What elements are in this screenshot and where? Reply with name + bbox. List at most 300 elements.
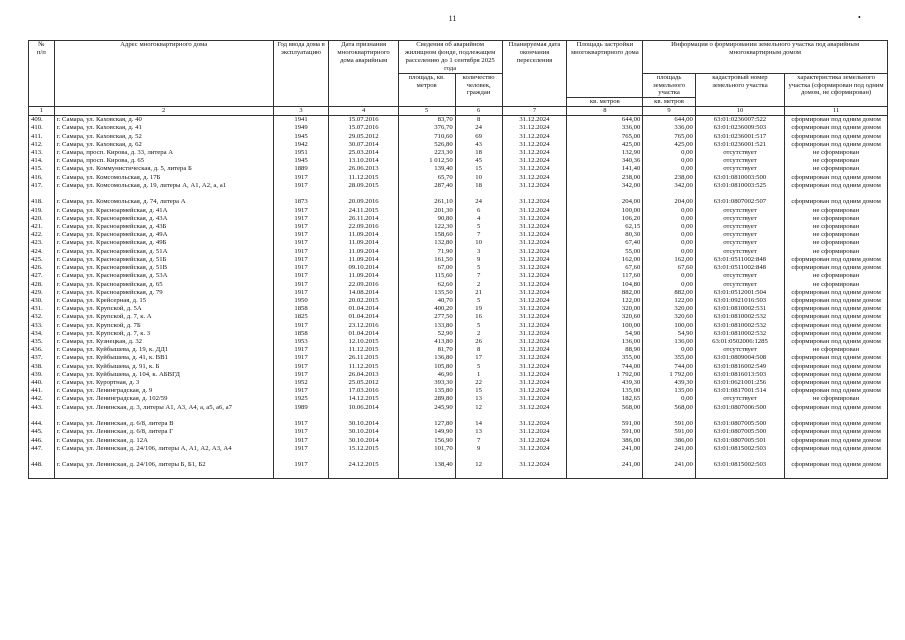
- header-land-info: Информация о формировании земельного участка под аварийным многоквартирным домом: [643, 41, 888, 74]
- row-building-area: 132,90: [567, 149, 643, 157]
- row-land-area: 439,30: [643, 379, 695, 387]
- row-cadastral: 63:01:0621001:256: [695, 379, 784, 387]
- row-people: 69: [455, 133, 502, 141]
- row-people: 5: [455, 363, 502, 371]
- row-people: 13: [455, 395, 502, 403]
- column-number: 9: [643, 107, 695, 116]
- row-characteristic: сформирован под одним домом: [785, 141, 888, 149]
- row-area: 105,80: [398, 363, 455, 371]
- row-year: 1917: [273, 281, 329, 289]
- row-date-recognition: 11.09.2014: [329, 239, 398, 247]
- row-date-recognition: 26.11.2015: [329, 354, 398, 362]
- row-number: 424.: [29, 248, 55, 256]
- row-people: 15: [455, 387, 502, 395]
- row-characteristic: сформирован под одним домом: [785, 322, 888, 330]
- table-row: [29, 215, 888, 223]
- row-land-area: 162,00: [643, 256, 695, 264]
- row-land-area: 336,00: [643, 124, 695, 132]
- row-building-area: 136,00: [567, 338, 643, 346]
- row-building-area: 425,00: [567, 141, 643, 149]
- header-year: Год ввода дома в эксплуатацию: [273, 41, 329, 107]
- row-building-area: 1 792,00: [567, 371, 643, 379]
- row-year: 1917: [273, 264, 329, 272]
- row-address: г. Самара, ул. Крупской, д. 5А: [54, 305, 273, 313]
- header-no: № п/п: [29, 41, 55, 107]
- row-plan-date: 31.12.2024: [502, 281, 567, 289]
- table-row: [29, 395, 888, 403]
- row-cadastral: 63:01:0809004:508: [695, 354, 784, 362]
- row-address: г. Самара, ул. Красноармейская, д. 51В: [54, 264, 273, 272]
- column-number: 3: [273, 107, 329, 116]
- row-cadastral: 63:01:0817001:514: [695, 387, 784, 395]
- row-address: г. Самара, ул. Ленинская, д. 6/8, литера В: [54, 420, 273, 428]
- row-number: 417.: [29, 182, 55, 199]
- row-number: 439.: [29, 371, 55, 379]
- row-area: 245,90: [398, 404, 455, 421]
- row-area: 81,70: [398, 346, 455, 354]
- row-land-area: 1 792,00: [643, 371, 695, 379]
- row-cadastral: 63:01:0807005:500: [695, 428, 784, 436]
- row-people: 43: [455, 141, 502, 149]
- row-building-area: 55,00: [567, 248, 643, 256]
- row-building-area: 336,00: [567, 124, 643, 132]
- row-address: г. Самара, ул. Ленинская, д. 24/106, литеры Б, Б1, Б2: [54, 461, 273, 478]
- row-plan-date: 31.12.2024: [502, 248, 567, 256]
- row-characteristic: не сформирован: [785, 215, 888, 223]
- row-building-area: 54,90: [567, 330, 643, 338]
- row-characteristic: сформирован под одним домом: [785, 445, 888, 462]
- row-date-recognition: 01.04.2014: [329, 330, 398, 338]
- row-plan-date: 31.12.2024: [502, 420, 567, 428]
- row-number: 436.: [29, 346, 55, 354]
- row-address: г. Самара, ул. Красноармейская, д. 43А: [54, 215, 273, 223]
- row-characteristic: сформирован под одним домом: [785, 420, 888, 428]
- row-building-area: 104,80: [567, 281, 643, 289]
- row-building-area: 162,00: [567, 256, 643, 264]
- header-characteristic: характеристика земельного участка (сформирован под одним домом, не сформирован): [785, 73, 888, 107]
- row-plan-date: 31.12.2024: [502, 404, 567, 421]
- row-people: 3: [455, 248, 502, 256]
- table-row: [29, 256, 888, 264]
- row-characteristic: не сформирован: [785, 346, 888, 354]
- row-number: 438.: [29, 363, 55, 371]
- row-people: 5: [455, 223, 502, 231]
- table-row: [29, 141, 888, 149]
- row-year: 1951: [273, 149, 329, 157]
- row-area: 52,90: [398, 330, 455, 338]
- row-plan-date: 31.12.2024: [502, 141, 567, 149]
- row-characteristic: сформирован под одним домом: [785, 338, 888, 346]
- row-year: 1989: [273, 404, 329, 421]
- header-people: количество человек, граждан: [455, 73, 502, 107]
- row-year: 1945: [273, 133, 329, 141]
- row-characteristic: сформирован под одним домом: [785, 387, 888, 395]
- row-number: 440.: [29, 379, 55, 387]
- row-land-area: 644,00: [643, 116, 695, 125]
- row-number: 421.: [29, 223, 55, 231]
- row-area: 136,80: [398, 354, 455, 362]
- row-building-area: 62,15: [567, 223, 643, 231]
- column-number: 10: [695, 107, 784, 116]
- row-people: 2: [455, 281, 502, 289]
- row-plan-date: 31.12.2024: [502, 305, 567, 313]
- table-row: [29, 281, 888, 289]
- row-year: 1917: [273, 174, 329, 182]
- column-number: 2: [54, 107, 273, 116]
- row-date-recognition: 14.08.2014: [329, 289, 398, 297]
- row-year: 1917: [273, 461, 329, 478]
- row-number: 422.: [29, 231, 55, 239]
- row-plan-date: 31.12.2024: [502, 338, 567, 346]
- row-land-area: 320,00: [643, 305, 695, 313]
- row-plan-date: 31.12.2024: [502, 264, 567, 272]
- header-date-recognition: Дата признания многоквартирного дома аварийным: [329, 41, 398, 107]
- row-cadastral: 63:01:0810003:500: [695, 174, 784, 182]
- row-address: г. Самара, ул. Ленинская, д. 3, литеры А1, А3, А4, а, а5, а6, а7: [54, 404, 273, 421]
- header-sq-m: кв. метров: [567, 98, 643, 107]
- row-building-area: 591,00: [567, 428, 643, 436]
- row-people: 4: [455, 215, 502, 223]
- row-plan-date: 31.12.2024: [502, 289, 567, 297]
- row-area: 90,80: [398, 215, 455, 223]
- row-number: 443.: [29, 404, 55, 421]
- row-people: 8: [455, 116, 502, 125]
- column-number: 5: [398, 107, 455, 116]
- row-land-area: 241,00: [643, 445, 695, 462]
- row-plan-date: 31.12.2024: [502, 445, 567, 462]
- row-land-area: 241,00: [643, 461, 695, 478]
- row-characteristic: не сформирован: [785, 272, 888, 280]
- row-year: 1917: [273, 231, 329, 239]
- row-number: 430.: [29, 297, 55, 305]
- row-land-area: 744,00: [643, 363, 695, 371]
- row-people: 7: [455, 272, 502, 280]
- row-building-area: 122,00: [567, 297, 643, 305]
- row-cadastral: 63:01:0810002:532: [695, 330, 784, 338]
- row-plan-date: 31.12.2024: [502, 428, 567, 436]
- row-plan-date: 31.12.2024: [502, 116, 567, 125]
- table-body: [29, 116, 888, 479]
- row-land-area: 320,60: [643, 313, 695, 321]
- row-people: 21: [455, 289, 502, 297]
- row-number: 413.: [29, 149, 55, 157]
- row-plan-date: 31.12.2024: [502, 297, 567, 305]
- row-characteristic: не сформирован: [785, 223, 888, 231]
- row-number: 420.: [29, 215, 55, 223]
- table-row: [29, 133, 888, 141]
- header-land-area: площадь земельного участка: [643, 73, 695, 98]
- row-date-recognition: 28.09.2015: [329, 182, 398, 199]
- row-area: 132,80: [398, 239, 455, 247]
- row-land-area: 342,00: [643, 182, 695, 199]
- row-people: 8: [455, 346, 502, 354]
- row-characteristic: сформирован под одним домом: [785, 182, 888, 199]
- row-characteristic: не сформирован: [785, 157, 888, 165]
- row-area: 287,40: [398, 182, 455, 199]
- table-row: [29, 297, 888, 305]
- table-row: [29, 371, 888, 379]
- row-cadastral: отсутствует: [695, 215, 784, 223]
- table-row: [29, 428, 888, 436]
- row-date-recognition: 30.10.2014: [329, 437, 398, 445]
- row-building-area: 644,00: [567, 116, 643, 125]
- row-area: 62,60: [398, 281, 455, 289]
- row-date-recognition: 14.12.2015: [329, 395, 398, 403]
- row-characteristic: сформирован под одним домом: [785, 124, 888, 132]
- row-number: 411.: [29, 133, 55, 141]
- row-year: 1917: [273, 371, 329, 379]
- row-plan-date: 31.12.2024: [502, 354, 567, 362]
- row-area: 135,80: [398, 387, 455, 395]
- row-date-recognition: 11.12.2015: [329, 174, 398, 182]
- row-number: 429.: [29, 289, 55, 297]
- row-year: 1941: [273, 116, 329, 125]
- row-plan-date: 31.12.2024: [502, 133, 567, 141]
- row-characteristic: сформирован под одним домом: [785, 363, 888, 371]
- page-number: 11: [448, 14, 457, 23]
- table-row: [29, 248, 888, 256]
- row-people: 2: [455, 330, 502, 338]
- row-area: 393,30: [398, 379, 455, 387]
- row-building-area: 88,90: [567, 346, 643, 354]
- row-address: г. Самара, ул. Комсомольская, д. 74, литера А: [54, 198, 273, 206]
- row-building-area: 67,40: [567, 239, 643, 247]
- row-building-area: 320,00: [567, 305, 643, 313]
- table-row: [29, 231, 888, 239]
- row-building-area: 241,00: [567, 445, 643, 462]
- row-people: 6: [455, 207, 502, 215]
- row-plan-date: 31.12.2024: [502, 231, 567, 239]
- row-date-recognition: 22.09.2016: [329, 281, 398, 289]
- row-number: 435.: [29, 338, 55, 346]
- row-area: 149,90: [398, 428, 455, 436]
- row-land-area: 0,00: [643, 207, 695, 215]
- row-date-recognition: 11.12.2015: [329, 363, 398, 371]
- row-area: 127,80: [398, 420, 455, 428]
- row-characteristic: сформирован под одним домом: [785, 404, 888, 421]
- table-row: [29, 322, 888, 330]
- table-row: [29, 437, 888, 445]
- row-people: 12: [455, 404, 502, 421]
- row-characteristic: не сформирован: [785, 395, 888, 403]
- row-plan-date: 31.12.2024: [502, 387, 567, 395]
- row-building-area: 67,60: [567, 264, 643, 272]
- row-building-area: 204,00: [567, 198, 643, 206]
- row-address: г. Самара, ул. Курортная, д. 3: [54, 379, 273, 387]
- row-year: 1952: [273, 379, 329, 387]
- row-area: 223,30: [398, 149, 455, 157]
- row-year: 1945: [273, 157, 329, 165]
- row-cadastral: 63:01:0807002:507: [695, 198, 784, 206]
- row-people: 14: [455, 420, 502, 428]
- row-people: 17: [455, 354, 502, 362]
- row-number: 434.: [29, 330, 55, 338]
- row-number: 412.: [29, 141, 55, 149]
- row-address: г. Самара, ул. Коммунистическая, д. 5, литера Б: [54, 165, 273, 173]
- row-year: 1917: [273, 428, 329, 436]
- row-year: 1917: [273, 223, 329, 231]
- table-row: [29, 289, 888, 297]
- row-land-area: 100,00: [643, 322, 695, 330]
- table-row: [29, 182, 888, 199]
- table-row: [29, 198, 888, 206]
- row-land-area: 0,00: [643, 395, 695, 403]
- row-characteristic: сформирован под одним домом: [785, 428, 888, 436]
- row-building-area: 100,00: [567, 322, 643, 330]
- row-land-area: 765,00: [643, 133, 695, 141]
- row-characteristic: не сформирован: [785, 239, 888, 247]
- row-cadastral: отсутствует: [695, 165, 784, 173]
- row-characteristic: сформирован под одним домом: [785, 174, 888, 182]
- table-row: [29, 116, 888, 125]
- row-characteristic: не сформирован: [785, 231, 888, 239]
- row-characteristic: сформирован под одним домом: [785, 437, 888, 445]
- row-characteristic: сформирован под одним домом: [785, 371, 888, 379]
- row-cadastral: 63:01:0816002:549: [695, 363, 784, 371]
- row-year: 1950: [273, 297, 329, 305]
- row-people: 9: [455, 256, 502, 264]
- row-building-area: 439,30: [567, 379, 643, 387]
- row-cadastral: отсутствует: [695, 149, 784, 157]
- row-year: 1917: [273, 387, 329, 395]
- row-characteristic: сформирован под одним домом: [785, 305, 888, 313]
- row-address: г. Самара, ул. Крупской, д. 7, к. А: [54, 313, 273, 321]
- row-date-recognition: 17.03.2016: [329, 387, 398, 395]
- row-number: 428.: [29, 281, 55, 289]
- row-address: г. Самара, ул. Крупской, д. 7, к. 3: [54, 330, 273, 338]
- row-people: 10: [455, 239, 502, 247]
- row-characteristic: не сформирован: [785, 281, 888, 289]
- table-row: [29, 305, 888, 313]
- row-address: г. Самара, ул. Красноармейская, д. 43Б: [54, 223, 273, 231]
- column-number: 7: [502, 107, 567, 116]
- row-area: 139,40: [398, 165, 455, 173]
- table-row: [29, 354, 888, 362]
- row-date-recognition: 24.12.2015: [329, 461, 398, 478]
- row-date-recognition: 15.07.2016: [329, 124, 398, 132]
- row-address: г. Самара, ул. Красноармейская, д. 49А: [54, 231, 273, 239]
- row-date-recognition: 30.10.2014: [329, 428, 398, 436]
- table-row: [29, 264, 888, 272]
- row-year: 1917: [273, 215, 329, 223]
- row-date-recognition: 26.06.2013: [329, 165, 398, 173]
- row-number: 416.: [29, 174, 55, 182]
- row-address: г. Самара, ул. Каховская, д. 40: [54, 116, 273, 125]
- table-row: [29, 157, 888, 165]
- row-cadastral: 63:01:0921016:503: [695, 297, 784, 305]
- row-land-area: 136,00: [643, 338, 695, 346]
- row-number: 446.: [29, 437, 55, 445]
- row-land-area: 386,00: [643, 437, 695, 445]
- row-land-area: 882,00: [643, 289, 695, 297]
- row-cadastral: 63:01:0502006:1285: [695, 338, 784, 346]
- row-address: г. Самара, ул. Куйбышева, д. 19, к. ДД1: [54, 346, 273, 354]
- row-number: 418.: [29, 198, 55, 206]
- row-area: 376,70: [398, 124, 455, 132]
- row-characteristic: не сформирован: [785, 165, 888, 173]
- row-land-area: 0,00: [643, 157, 695, 165]
- row-characteristic: сформирован под одним домом: [785, 289, 888, 297]
- row-land-area: 0,00: [643, 346, 695, 354]
- column-number: 8: [567, 107, 643, 116]
- row-address: г. Самара, ул. Куйбышева, д. 91, к. Б: [54, 363, 273, 371]
- row-area: 83,70: [398, 116, 455, 125]
- row-year: 1858: [273, 305, 329, 313]
- row-date-recognition: 11.09.2014: [329, 248, 398, 256]
- column-number-row: [29, 107, 888, 116]
- row-area: 277,50: [398, 313, 455, 321]
- row-number: 442.: [29, 395, 55, 403]
- row-number: 445.: [29, 428, 55, 436]
- row-building-area: 80,30: [567, 231, 643, 239]
- row-date-recognition: 29.05.2012: [329, 133, 398, 141]
- row-year: 1917: [273, 182, 329, 199]
- row-land-area: 0,00: [643, 215, 695, 223]
- table-row: [29, 445, 888, 462]
- row-cadastral: 63:01:0236001:517: [695, 133, 784, 141]
- row-people: 22: [455, 379, 502, 387]
- table-row: [29, 207, 888, 215]
- row-characteristic: сформирован под одним домом: [785, 379, 888, 387]
- row-area: 400,20: [398, 305, 455, 313]
- row-number: 415.: [29, 165, 55, 173]
- row-plan-date: 31.12.2024: [502, 207, 567, 215]
- row-year: 1917: [273, 248, 329, 256]
- row-people: 24: [455, 198, 502, 206]
- row-date-recognition: 11.09.2014: [329, 256, 398, 264]
- row-land-area: 591,00: [643, 420, 695, 428]
- row-year: 1917: [273, 363, 329, 371]
- table-row: [29, 387, 888, 395]
- table-row: [29, 149, 888, 157]
- row-people: 26: [455, 338, 502, 346]
- row-number: 441.: [29, 387, 55, 395]
- row-area: 710,60: [398, 133, 455, 141]
- row-cadastral: отсутствует: [695, 248, 784, 256]
- row-cadastral: отсутствует: [695, 157, 784, 165]
- row-building-area: 340,36: [567, 157, 643, 165]
- row-number: 409.: [29, 116, 55, 125]
- row-plan-date: 31.12.2024: [502, 182, 567, 199]
- row-cadastral: 63:01:0810002:531: [695, 305, 784, 313]
- row-land-area: 0,00: [643, 223, 695, 231]
- row-people: 18: [455, 149, 502, 157]
- row-land-area: 355,00: [643, 354, 695, 362]
- row-cadastral: отсутствует: [695, 231, 784, 239]
- row-date-recognition: 25.03.2014: [329, 149, 398, 157]
- table-row: [29, 272, 888, 280]
- row-plan-date: 31.12.2024: [502, 395, 567, 403]
- row-number: 414.: [29, 157, 55, 165]
- header-land-sq-m: кв. метров: [643, 98, 695, 107]
- row-area: 261,10: [398, 198, 455, 206]
- row-address: г. Самара, ул. Красноармейская, д. 41А: [54, 207, 273, 215]
- table-row: [29, 223, 888, 231]
- row-building-area: 568,00: [567, 404, 643, 421]
- row-cadastral: 63:01:0810002:532: [695, 313, 784, 321]
- row-plan-date: 31.12.2024: [502, 461, 567, 478]
- row-cadastral: 63:01:0807005:501: [695, 437, 784, 445]
- row-land-area: 0,00: [643, 281, 695, 289]
- row-land-area: 67,60: [643, 264, 695, 272]
- row-date-recognition: 30.10.2014: [329, 420, 398, 428]
- row-cadastral: отсутствует: [695, 223, 784, 231]
- row-year: 1917: [273, 239, 329, 247]
- row-address: г. Самара, ул. Кузнецкая, д. 32: [54, 338, 273, 346]
- row-year: 1873: [273, 198, 329, 206]
- table-row: [29, 363, 888, 371]
- row-year: 1917: [273, 346, 329, 354]
